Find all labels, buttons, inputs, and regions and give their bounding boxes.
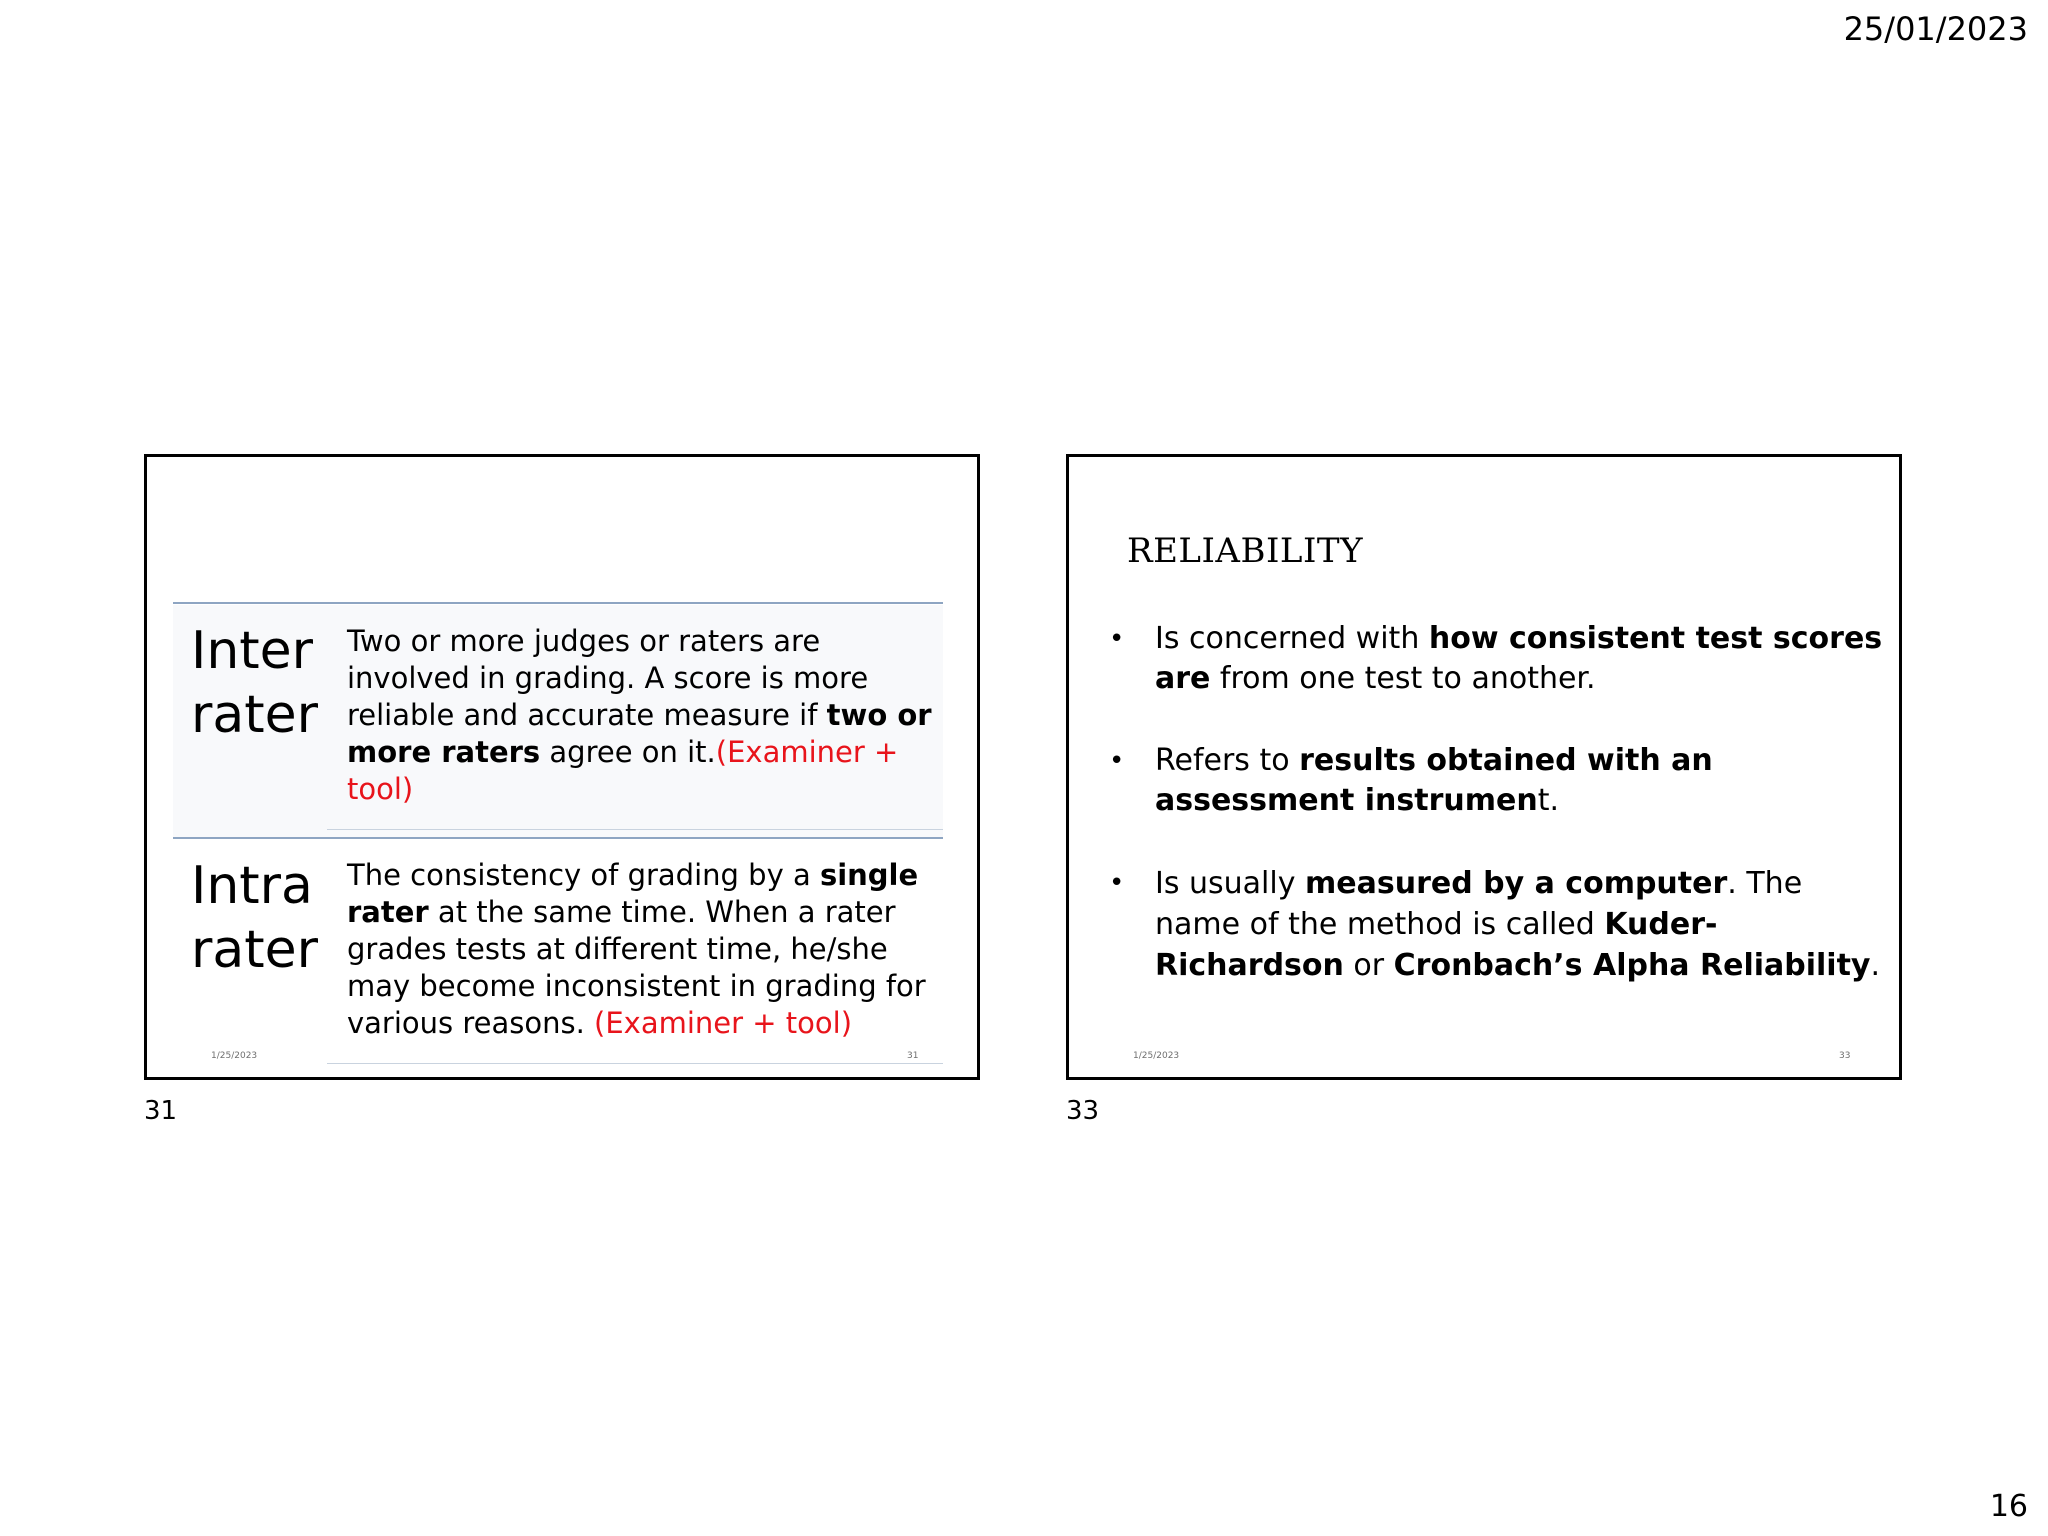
- term-line: rater: [191, 685, 319, 745]
- definition-text: agree on it.: [540, 735, 716, 769]
- row-underline-intra: [327, 1063, 943, 1064]
- bullet-text: t.: [1537, 783, 1560, 818]
- definition-intra-rater: [347, 857, 937, 1042]
- definition-text: at the same time. When a rater grades tests at different time, he/she may become inconsistent in grading for various reasons.: [347, 895, 926, 1040]
- bullet-icon: •: [1109, 624, 1125, 654]
- slide-footer-number: 33: [1839, 1051, 1851, 1061]
- bullet-emphasis: Cronbach’s Alpha Reliability: [1393, 948, 1871, 983]
- definition-note: (Examiner + tool): [347, 735, 899, 806]
- bullet-emphasis: how consistent test scores are: [1155, 621, 1883, 696]
- slide-31: [144, 454, 980, 1080]
- slide-footer-date: 1/25/2023: [1133, 1051, 1180, 1061]
- bullet-item: [1105, 741, 1885, 821]
- slide-number-label: 31: [144, 1096, 178, 1126]
- bullet-text: from one test to another.: [1210, 661, 1596, 696]
- definition-text: Two or more judges or raters are involved in grading. A score is more reliable and accurate measure if: [347, 624, 869, 732]
- bullet-text: Is concerned with: [1155, 621, 1429, 656]
- term-line: rater: [191, 920, 319, 980]
- slide-number-label: 33: [1066, 1096, 1100, 1126]
- slide-title: RELIABILITY: [1127, 531, 1364, 571]
- bullet-text: Is usually: [1155, 866, 1306, 901]
- slide-footer-date: 1/25/2023: [211, 1051, 258, 1061]
- definition-inter-rater: [347, 623, 937, 808]
- definition-emphasis: two or more raters: [347, 698, 932, 769]
- bullet-text: . The name of the method is called: [1155, 866, 1803, 942]
- bullet-item: [1105, 619, 1885, 699]
- bullet-emphasis: measured by a computer: [1305, 866, 1728, 901]
- page-date: 25/01/2023: [1843, 10, 2028, 48]
- definition-emphasis: single rater: [347, 858, 919, 929]
- bullet-icon: •: [1109, 868, 1125, 898]
- bullet-icon: •: [1109, 746, 1125, 776]
- slide-footer-number: 31: [907, 1051, 919, 1061]
- term-line: Intra: [191, 856, 313, 916]
- slide-33: [1066, 454, 1902, 1080]
- row-underline-inter: [327, 829, 943, 830]
- term-intra-rater: [191, 854, 331, 982]
- bullet-list: [1105, 619, 1885, 1028]
- definition-note: (Examiner + tool): [594, 1006, 853, 1040]
- definition-text: The consistency of grading by a: [347, 858, 820, 892]
- bullet-text: .: [1870, 948, 1881, 983]
- term-line: Inter: [191, 621, 314, 681]
- page-number: 16: [1989, 1489, 2028, 1524]
- bullet-text: Refers to: [1155, 743, 1300, 778]
- bullet-item: [1105, 863, 1885, 986]
- row-divider-top: [173, 602, 943, 604]
- term-inter-rater: [191, 619, 331, 747]
- row-divider-middle: [173, 837, 943, 839]
- bullet-emphasis: results obtained with an assessment instrumen: [1155, 743, 1713, 818]
- bullet-text: or: [1343, 948, 1394, 983]
- bullet-emphasis: Kuder- Richardson: [1155, 907, 1718, 983]
